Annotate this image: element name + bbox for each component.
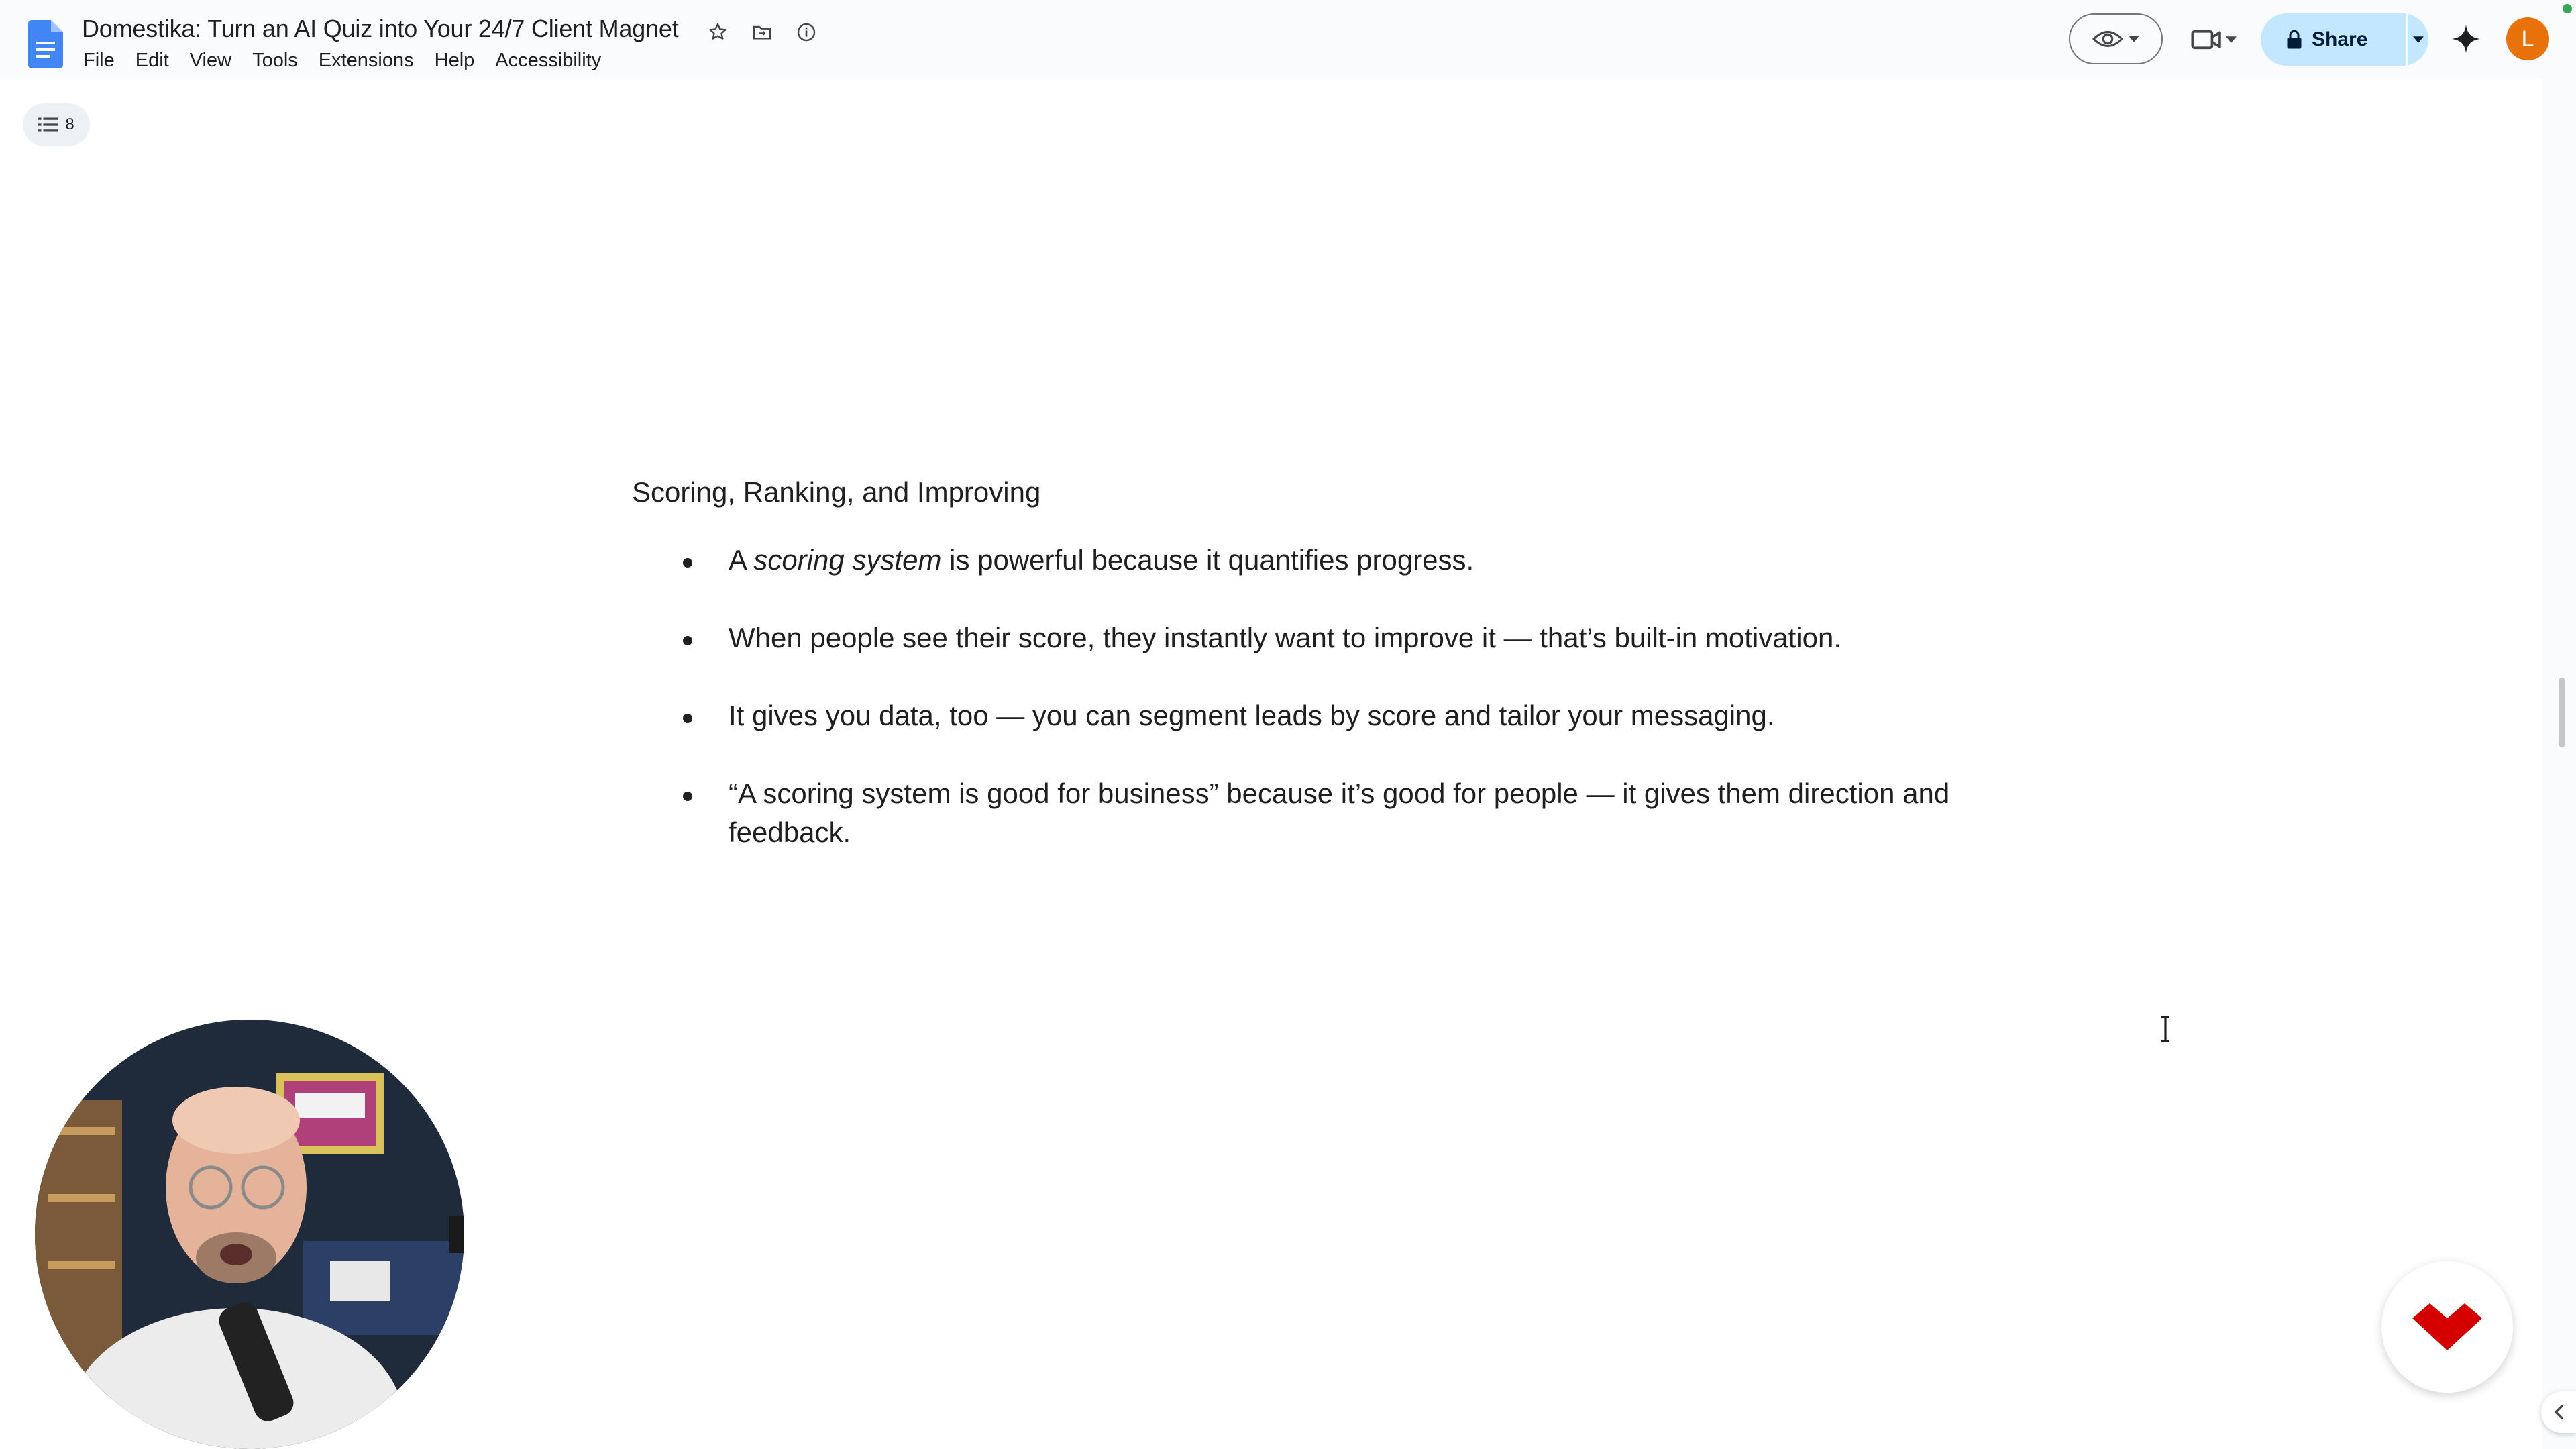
avatar[interactable]: L — [2506, 17, 2549, 60]
menu-edit[interactable]: Edit — [135, 50, 169, 71]
section-heading: Scoring, Ranking, and Improving — [632, 476, 1041, 508]
list-item — [671, 541, 2039, 580]
domestika-logo-icon[interactable] — [2381, 1261, 2513, 1393]
bullet-dot — [683, 714, 692, 723]
text-cursor-icon — [2159, 1016, 2172, 1042]
bullet-dot — [683, 792, 692, 801]
bullet-text: It gives you data, too — you can segment leads by score and tailor your messaging. — [729, 700, 1775, 731]
bullet-list — [671, 541, 2039, 891]
star-icon[interactable] — [704, 19, 731, 46]
chevron-down-icon — [2129, 36, 2139, 42]
mode-button[interactable] — [2069, 13, 2163, 64]
google-docs-icon[interactable] — [28, 20, 63, 68]
bullet-dot — [683, 636, 692, 645]
webcam-handle[interactable] — [449, 1216, 464, 1253]
gemini-sparkle-icon[interactable] — [2449, 21, 2483, 56]
bullet-text: is powerful because it quantifies progress. — [941, 544, 1474, 576]
list-item — [671, 696, 2039, 735]
chevron-down-icon — [2413, 36, 2424, 43]
folder-move-icon[interactable] — [749, 19, 775, 46]
webcam-overlay — [35, 1020, 464, 1449]
menu-help[interactable]: Help — [434, 50, 475, 71]
eye-icon — [2092, 29, 2123, 49]
bullet-text: A — [729, 544, 754, 576]
video-camera-icon — [2191, 29, 2222, 50]
outline-count: 8 — [65, 115, 74, 133]
bullet-text: “A scoring system is good for business” because it’s good for people — it gives them direction and feedback. — [729, 777, 1950, 848]
menu-tools[interactable]: Tools — [252, 50, 298, 71]
bullet-emphasis: scoring system — [753, 544, 942, 576]
list-item — [671, 619, 2039, 657]
bullet-text: When people see their score, they instantly want to improve it — that’s built-in motivation. — [729, 622, 1842, 653]
status-dot — [2563, 4, 2572, 13]
chevron-down-icon — [2226, 36, 2237, 43]
top-bar — [0, 0, 2576, 79]
list-item — [671, 774, 2039, 852]
menu-extensions[interactable]: Extensions — [318, 50, 414, 71]
list-icon — [38, 117, 58, 132]
bullet-dot — [683, 558, 692, 568]
menu-bar — [83, 50, 622, 72]
share-button-group — [2261, 13, 2428, 66]
share-label: Share — [2312, 28, 2368, 50]
meet-button[interactable] — [2174, 17, 2254, 62]
menu-view[interactable]: View — [189, 50, 232, 71]
lock-icon — [2286, 30, 2302, 50]
menu-accessibility[interactable]: Accessibility — [495, 50, 602, 71]
info-icon[interactable] — [793, 19, 820, 46]
share-button[interactable] — [2261, 13, 2406, 66]
document-title[interactable]: Domestika: Turn an AI Quiz into Your 24/7 Client Magnet — [82, 15, 679, 42]
menu-file[interactable]: File — [83, 50, 115, 71]
scrollbar-thumb[interactable] — [2559, 678, 2565, 747]
side-panel-toggle[interactable] — [2541, 1391, 2576, 1433]
chevron-left-icon — [2553, 1404, 2564, 1420]
outline-button[interactable] — [23, 103, 90, 146]
share-options-button[interactable] — [2408, 13, 2428, 66]
